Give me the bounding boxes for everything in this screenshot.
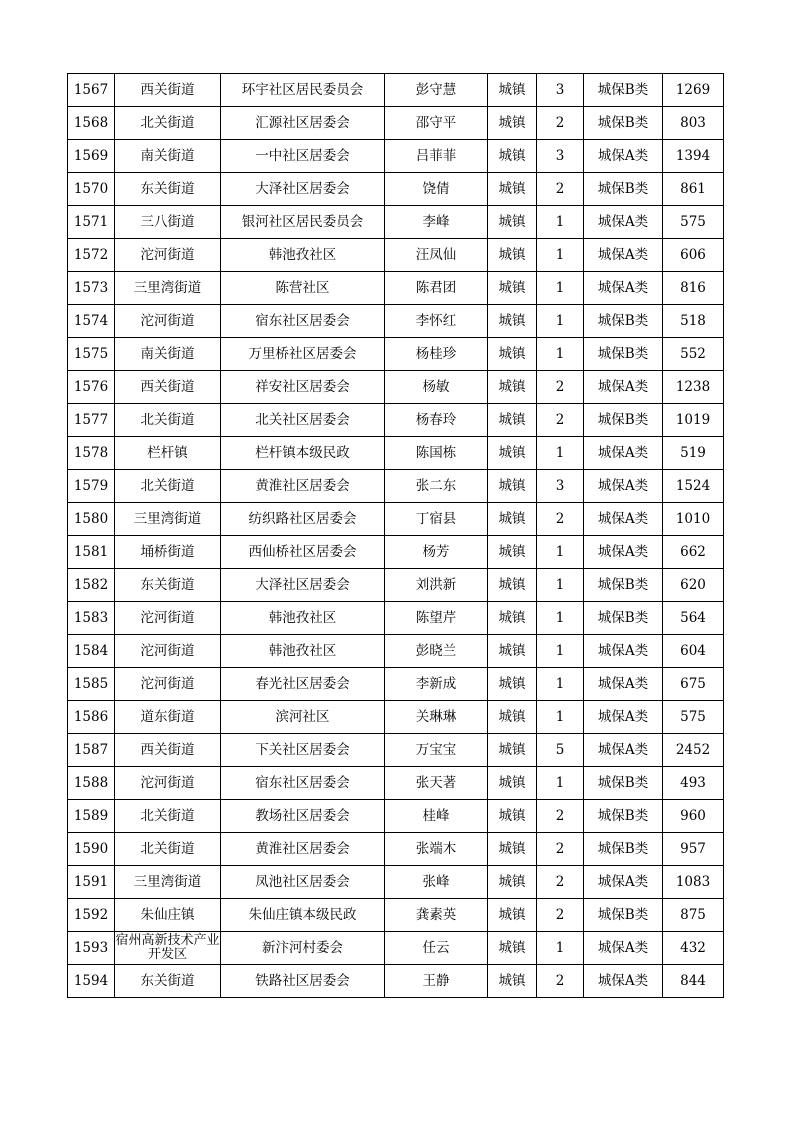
name-cell: 张峰 <box>385 866 488 899</box>
household-size-cell: 1 <box>537 338 584 371</box>
row-number-cell: 1572 <box>68 239 115 272</box>
row-number-cell: 1593 <box>68 932 115 965</box>
insurance-class-cell: 城保A类 <box>584 272 663 305</box>
area-type-cell: 城镇 <box>488 107 537 140</box>
name-cell: 桂峰 <box>385 800 488 833</box>
table-row <box>68 800 724 833</box>
street-office-cell: 道东街道 <box>115 701 221 734</box>
insurance-class-cell: 城保B类 <box>584 833 663 866</box>
name-cell: 李新成 <box>385 668 488 701</box>
insurance-class-cell: 城保A类 <box>584 140 663 173</box>
name-cell: 丁宿县 <box>385 503 488 536</box>
row-number-cell: 1587 <box>68 734 115 767</box>
household-size-cell: 1 <box>537 239 584 272</box>
area-type-cell: 城镇 <box>488 371 537 404</box>
street-office-cell: 三八街道 <box>115 206 221 239</box>
amount-cell: 1019 <box>663 404 724 437</box>
area-type-cell: 城镇 <box>488 74 537 107</box>
street-office-cell: 三里湾街道 <box>115 503 221 536</box>
community-cell: 春光社区居委会 <box>221 668 385 701</box>
name-cell: 万宝宝 <box>385 734 488 767</box>
name-cell: 任云 <box>385 932 488 965</box>
table-row <box>68 701 724 734</box>
insurance-class-cell: 城保B类 <box>584 338 663 371</box>
area-type-cell: 城镇 <box>488 173 537 206</box>
household-size-cell: 2 <box>537 503 584 536</box>
area-type-cell: 城镇 <box>488 602 537 635</box>
insurance-class-cell: 城保B类 <box>584 305 663 338</box>
table-row <box>68 305 724 338</box>
name-cell: 李怀红 <box>385 305 488 338</box>
name-cell: 汪凤仙 <box>385 239 488 272</box>
area-type-cell: 城镇 <box>488 701 537 734</box>
area-type-cell: 城镇 <box>488 140 537 173</box>
amount-cell: 1010 <box>663 503 724 536</box>
name-cell: 张天著 <box>385 767 488 800</box>
community-cell: 黄淮社区居委会 <box>221 470 385 503</box>
insurance-class-cell: 城保B类 <box>584 899 663 932</box>
household-size-cell: 1 <box>537 536 584 569</box>
area-type-cell: 城镇 <box>488 668 537 701</box>
table-row <box>68 602 724 635</box>
row-number-cell: 1578 <box>68 437 115 470</box>
roster-body <box>68 74 724 998</box>
street-office-cell: 沱河街道 <box>115 239 221 272</box>
name-cell: 陈国栋 <box>385 437 488 470</box>
table-row <box>68 767 724 800</box>
amount-cell: 519 <box>663 437 724 470</box>
insurance-class-cell: 城保B类 <box>584 107 663 140</box>
insurance-class-cell: 城保A类 <box>584 206 663 239</box>
area-type-cell: 城镇 <box>488 635 537 668</box>
amount-cell: 552 <box>663 338 724 371</box>
household-size-cell: 5 <box>537 734 584 767</box>
area-type-cell: 城镇 <box>488 866 537 899</box>
household-size-cell: 2 <box>537 800 584 833</box>
community-cell: 纺织路社区居委会 <box>221 503 385 536</box>
amount-cell: 606 <box>663 239 724 272</box>
row-number-cell: 1586 <box>68 701 115 734</box>
name-cell: 刘洪新 <box>385 569 488 602</box>
name-cell: 杨桂珍 <box>385 338 488 371</box>
community-cell: 北关社区居委会 <box>221 404 385 437</box>
insurance-class-cell: 城保A类 <box>584 668 663 701</box>
table-row <box>68 437 724 470</box>
amount-cell: 675 <box>663 668 724 701</box>
community-cell: 宿东社区居委会 <box>221 305 385 338</box>
insurance-class-cell: 城保B类 <box>584 404 663 437</box>
amount-cell: 1524 <box>663 470 724 503</box>
amount-cell: 960 <box>663 800 724 833</box>
name-cell: 杨敏 <box>385 371 488 404</box>
community-cell: 银河社区居民委员会 <box>221 206 385 239</box>
community-cell: 栏杆镇本级民政 <box>221 437 385 470</box>
row-number-cell: 1577 <box>68 404 115 437</box>
area-type-cell: 城镇 <box>488 965 537 998</box>
street-office-cell: 东关街道 <box>115 569 221 602</box>
insurance-class-cell: 城保A类 <box>584 371 663 404</box>
table-row <box>68 734 724 767</box>
community-cell: 祥安社区居委会 <box>221 371 385 404</box>
row-number-cell: 1569 <box>68 140 115 173</box>
household-size-cell: 1 <box>537 668 584 701</box>
street-office-cell: 宿州高新技术产业开发区 <box>115 932 221 965</box>
row-number-cell: 1573 <box>68 272 115 305</box>
amount-cell: 518 <box>663 305 724 338</box>
amount-cell: 662 <box>663 536 724 569</box>
insurance-class-cell: 城保A类 <box>584 437 663 470</box>
street-office-cell: 沱河街道 <box>115 305 221 338</box>
household-size-cell: 1 <box>537 437 584 470</box>
street-office-cell: 北关街道 <box>115 107 221 140</box>
area-type-cell: 城镇 <box>488 338 537 371</box>
table-row <box>68 107 724 140</box>
street-office-cell: 南关街道 <box>115 140 221 173</box>
community-cell: 一中社区居委会 <box>221 140 385 173</box>
insurance-class-cell: 城保B类 <box>584 602 663 635</box>
household-size-cell: 1 <box>537 272 584 305</box>
table-row <box>68 635 724 668</box>
table-row <box>68 173 724 206</box>
street-office-cell: 北关街道 <box>115 470 221 503</box>
community-cell: 韩池孜社区 <box>221 602 385 635</box>
household-size-cell: 3 <box>537 470 584 503</box>
community-cell: 凤池社区居委会 <box>221 866 385 899</box>
insurance-class-cell: 城保B类 <box>584 173 663 206</box>
area-type-cell: 城镇 <box>488 767 537 800</box>
area-type-cell: 城镇 <box>488 800 537 833</box>
amount-cell: 620 <box>663 569 724 602</box>
amount-cell: 1394 <box>663 140 724 173</box>
community-cell: 环宇社区居民委员会 <box>221 74 385 107</box>
table-row <box>68 470 724 503</box>
street-office-cell: 北关街道 <box>115 833 221 866</box>
household-size-cell: 2 <box>537 173 584 206</box>
household-size-cell: 1 <box>537 932 584 965</box>
community-cell: 朱仙庄镇本级民政 <box>221 899 385 932</box>
street-office-cell: 东关街道 <box>115 173 221 206</box>
name-cell: 张二东 <box>385 470 488 503</box>
row-number-cell: 1581 <box>68 536 115 569</box>
row-number-cell: 1594 <box>68 965 115 998</box>
row-number-cell: 1592 <box>68 899 115 932</box>
area-type-cell: 城镇 <box>488 206 537 239</box>
table-row <box>68 668 724 701</box>
name-cell: 邵守平 <box>385 107 488 140</box>
community-cell: 西仙桥社区居委会 <box>221 536 385 569</box>
community-cell: 新汴河村委会 <box>221 932 385 965</box>
street-office-cell: 沱河街道 <box>115 602 221 635</box>
street-office-cell: 北关街道 <box>115 404 221 437</box>
household-size-cell: 1 <box>537 206 584 239</box>
area-type-cell: 城镇 <box>488 272 537 305</box>
amount-cell: 432 <box>663 932 724 965</box>
row-number-cell: 1571 <box>68 206 115 239</box>
name-cell: 陈君团 <box>385 272 488 305</box>
household-size-cell: 1 <box>537 305 584 338</box>
area-type-cell: 城镇 <box>488 932 537 965</box>
area-type-cell: 城镇 <box>488 899 537 932</box>
name-cell: 关琳琳 <box>385 701 488 734</box>
name-cell: 李峰 <box>385 206 488 239</box>
household-size-cell: 2 <box>537 965 584 998</box>
row-number-cell: 1583 <box>68 602 115 635</box>
community-cell: 汇源社区居委会 <box>221 107 385 140</box>
row-number-cell: 1585 <box>68 668 115 701</box>
row-number-cell: 1576 <box>68 371 115 404</box>
area-type-cell: 城镇 <box>488 470 537 503</box>
household-size-cell: 2 <box>537 899 584 932</box>
household-size-cell: 2 <box>537 833 584 866</box>
street-office-cell: 沱河街道 <box>115 767 221 800</box>
amount-cell: 575 <box>663 206 724 239</box>
community-cell: 韩池孜社区 <box>221 239 385 272</box>
household-size-cell: 1 <box>537 635 584 668</box>
row-number-cell: 1575 <box>68 338 115 371</box>
row-number-cell: 1574 <box>68 305 115 338</box>
table-row <box>68 536 724 569</box>
street-office-cell: 沱河街道 <box>115 668 221 701</box>
table-row <box>68 866 724 899</box>
name-cell: 饶倩 <box>385 173 488 206</box>
table-row <box>68 338 724 371</box>
insurance-class-cell: 城保B类 <box>584 800 663 833</box>
community-cell: 大泽社区居委会 <box>221 173 385 206</box>
table-row <box>68 272 724 305</box>
household-size-cell: 1 <box>537 701 584 734</box>
table-row <box>68 569 724 602</box>
area-type-cell: 城镇 <box>488 239 537 272</box>
community-cell: 大泽社区居委会 <box>221 569 385 602</box>
row-number-cell: 1567 <box>68 74 115 107</box>
row-number-cell: 1579 <box>68 470 115 503</box>
name-cell: 彭晓兰 <box>385 635 488 668</box>
street-office-cell: 南关街道 <box>115 338 221 371</box>
insurance-class-cell: 城保A类 <box>584 635 663 668</box>
street-office-cell: 西关街道 <box>115 371 221 404</box>
street-office-cell: 西关街道 <box>115 734 221 767</box>
table-row <box>68 833 724 866</box>
community-cell: 陈营社区 <box>221 272 385 305</box>
amount-cell: 1083 <box>663 866 724 899</box>
street-office-cell: 西关街道 <box>115 74 221 107</box>
amount-cell: 844 <box>663 965 724 998</box>
row-number-cell: 1582 <box>68 569 115 602</box>
name-cell: 张端木 <box>385 833 488 866</box>
amount-cell: 803 <box>663 107 724 140</box>
street-office-cell: 三里湾街道 <box>115 866 221 899</box>
household-size-cell: 2 <box>537 107 584 140</box>
insurance-class-cell: 城保A类 <box>584 470 663 503</box>
amount-cell: 1238 <box>663 371 724 404</box>
community-cell: 万里桥社区居委会 <box>221 338 385 371</box>
name-cell: 龚素英 <box>385 899 488 932</box>
insurance-class-cell: 城保A类 <box>584 536 663 569</box>
area-type-cell: 城镇 <box>488 305 537 338</box>
amount-cell: 861 <box>663 173 724 206</box>
street-office-cell: 栏杆镇 <box>115 437 221 470</box>
table-row <box>68 140 724 173</box>
amount-cell: 493 <box>663 767 724 800</box>
community-cell: 铁路社区居委会 <box>221 965 385 998</box>
amount-cell: 604 <box>663 635 724 668</box>
amount-cell: 957 <box>663 833 724 866</box>
area-type-cell: 城镇 <box>488 833 537 866</box>
row-number-cell: 1588 <box>68 767 115 800</box>
table-row <box>68 932 724 965</box>
table-row <box>68 206 724 239</box>
community-cell: 韩池孜社区 <box>221 635 385 668</box>
roster-table <box>67 73 724 998</box>
row-number-cell: 1580 <box>68 503 115 536</box>
table-row <box>68 503 724 536</box>
insurance-class-cell: 城保B类 <box>584 767 663 800</box>
row-number-cell: 1590 <box>68 833 115 866</box>
table-row <box>68 239 724 272</box>
street-office-cell: 三里湾街道 <box>115 272 221 305</box>
community-cell: 黄淮社区居委会 <box>221 833 385 866</box>
street-office-cell: 朱仙庄镇 <box>115 899 221 932</box>
insurance-class-cell: 城保A类 <box>584 932 663 965</box>
household-size-cell: 2 <box>537 404 584 437</box>
household-size-cell: 3 <box>537 140 584 173</box>
insurance-class-cell: 城保A类 <box>584 239 663 272</box>
community-cell: 宿东社区居委会 <box>221 767 385 800</box>
name-cell: 杨芳 <box>385 536 488 569</box>
amount-cell: 1269 <box>663 74 724 107</box>
household-size-cell: 3 <box>537 74 584 107</box>
row-number-cell: 1591 <box>68 866 115 899</box>
insurance-class-cell: 城保A类 <box>584 734 663 767</box>
insurance-class-cell: 城保A类 <box>584 866 663 899</box>
street-office-cell: 埇桥街道 <box>115 536 221 569</box>
street-office-cell: 北关街道 <box>115 800 221 833</box>
amount-cell: 575 <box>663 701 724 734</box>
name-cell: 陈望芹 <box>385 602 488 635</box>
community-cell: 滨河社区 <box>221 701 385 734</box>
household-size-cell: 1 <box>537 569 584 602</box>
area-type-cell: 城镇 <box>488 437 537 470</box>
row-number-cell: 1589 <box>68 800 115 833</box>
area-type-cell: 城镇 <box>488 734 537 767</box>
table-row <box>68 965 724 998</box>
row-number-cell: 1584 <box>68 635 115 668</box>
insurance-class-cell: 城保B类 <box>584 74 663 107</box>
household-size-cell: 2 <box>537 866 584 899</box>
household-size-cell: 2 <box>537 371 584 404</box>
amount-cell: 816 <box>663 272 724 305</box>
amount-cell: 564 <box>663 602 724 635</box>
community-cell: 教场社区居委会 <box>221 800 385 833</box>
name-cell: 杨春玲 <box>385 404 488 437</box>
street-office-cell: 东关街道 <box>115 965 221 998</box>
table-row <box>68 404 724 437</box>
area-type-cell: 城镇 <box>488 569 537 602</box>
household-size-cell: 1 <box>537 602 584 635</box>
street-office-cell: 沱河街道 <box>115 635 221 668</box>
name-cell: 吕菲菲 <box>385 140 488 173</box>
name-cell: 彭守慧 <box>385 74 488 107</box>
amount-cell: 875 <box>663 899 724 932</box>
amount-cell: 2452 <box>663 734 724 767</box>
insurance-class-cell: 城保A类 <box>584 965 663 998</box>
row-number-cell: 1570 <box>68 173 115 206</box>
community-cell: 下关社区居委会 <box>221 734 385 767</box>
insurance-class-cell: 城保A类 <box>584 701 663 734</box>
area-type-cell: 城镇 <box>488 536 537 569</box>
insurance-class-cell: 城保A类 <box>584 503 663 536</box>
household-size-cell: 1 <box>537 767 584 800</box>
table-row <box>68 74 724 107</box>
table-row <box>68 371 724 404</box>
insurance-class-cell: 城保B类 <box>584 569 663 602</box>
area-type-cell: 城镇 <box>488 404 537 437</box>
row-number-cell: 1568 <box>68 107 115 140</box>
area-type-cell: 城镇 <box>488 503 537 536</box>
table-row <box>68 899 724 932</box>
name-cell: 王静 <box>385 965 488 998</box>
